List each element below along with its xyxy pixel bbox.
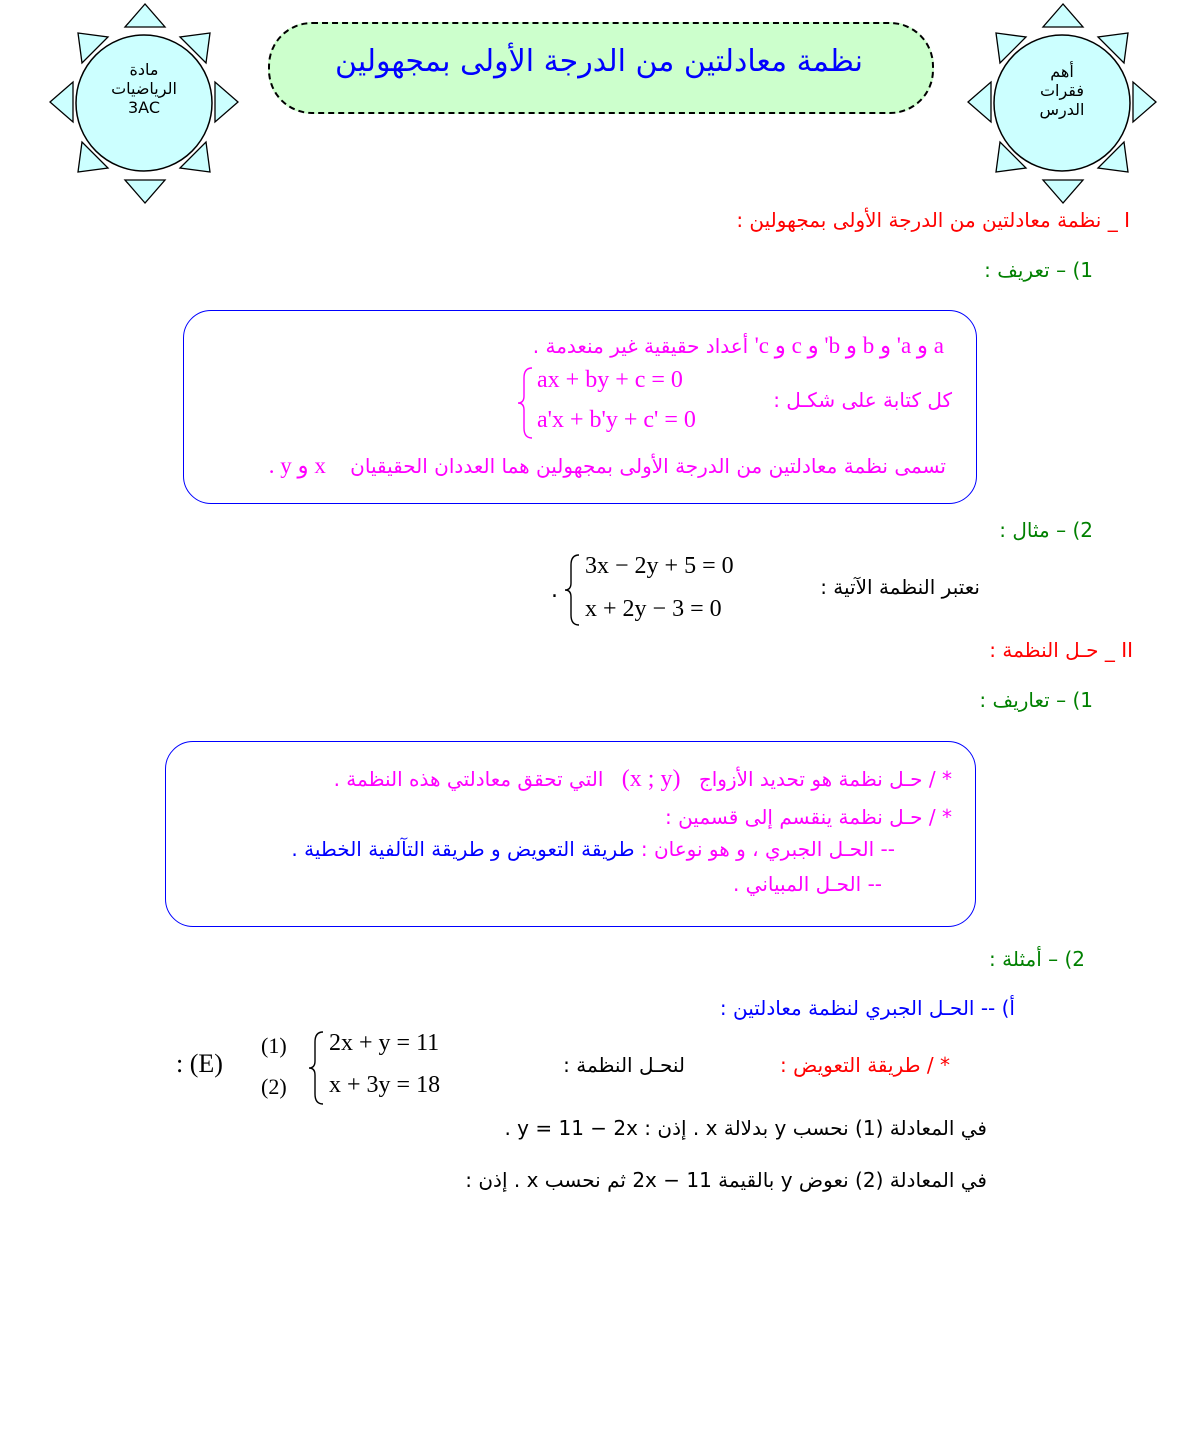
substitution-label: * / طريقة التعويض : <box>780 1053 950 1077</box>
example-end: . <box>551 578 558 603</box>
def-line3-text: تسمى نظمة معادلتين من الدرجة الأولى بمجهولين هما العددان الحقيقيان <box>350 454 946 478</box>
def-system-brace <box>516 366 536 440</box>
sol-line1-b: التي تحقق معادلتي هذه النظمة . <box>333 767 604 791</box>
sol-line2: * / حـل نظمة ينقسم إلى قسمين : <box>664 805 952 829</box>
def-eq1: ax + by + c = 0 <box>537 367 683 393</box>
sol-line4: -- الحـل المبياني . <box>732 872 882 896</box>
right-badge-text <box>1002 62 1122 119</box>
def-eq2: a'x + b'y + c' = 0 <box>537 407 696 433</box>
example-label: نعتبر النظمة الآتية : <box>820 575 980 599</box>
right-badge-line2: فقرات <box>1039 81 1085 100</box>
section1-heading: I _ نظمة معادلتين من الدرجة الأولى بمجهولين : <box>736 208 1130 232</box>
solve-label: لنحـل النظمة : <box>563 1053 685 1077</box>
def-line2-label: كل كتابة على شكـل : <box>773 388 952 412</box>
substitution-step1: في المعادلة (1) نحسب y بدلالة x . إذن : y = 11 − 2x . <box>504 1116 987 1140</box>
substitution-eq2: x + 3y = 18 <box>329 1072 441 1098</box>
def-line1 <box>533 333 944 359</box>
sol-line1-a: * / حـل نظمة هو تحديد الأزواج <box>698 767 952 791</box>
example-brace <box>563 553 583 627</box>
eq-num-1: (1) <box>261 1033 287 1058</box>
left-badge-text <box>84 60 204 117</box>
example-eq2: x + 2y − 3 = 0 <box>585 596 722 622</box>
section1-sub1: 1) – تعريف : <box>984 258 1093 282</box>
section1-sub2: 2) – مثال : <box>999 518 1093 542</box>
def-line1-text: أعداد حقيقية غير منعدمة . <box>532 334 749 358</box>
right-badge-line1: أهم <box>1050 62 1074 81</box>
substitution-eq1: 2x + y = 11 <box>329 1030 440 1056</box>
left-badge-line2: الرياضيات <box>111 79 177 98</box>
sol-line3-a: -- الحـل الجبري ، و هو نوعان : <box>640 837 895 861</box>
sol-line1-pair: (x ; y) <box>621 766 681 792</box>
sol-line3-b: طريقة التعويض و طريقة التآلفية الخطية . <box>291 837 635 861</box>
left-badge-line3: 3AC <box>127 98 160 117</box>
eq-num-2: (2) <box>261 1074 287 1099</box>
substitution-step2: في المعادلة (2) نعوض y بالقيمة 11 − 2x ثم نحسب x . إذن : <box>465 1168 987 1192</box>
def-line3 <box>269 453 946 479</box>
section2-sub2: 2) – أمثلة : <box>989 947 1085 971</box>
def-line3-vars: x و y . <box>268 453 326 478</box>
section2-heading: II _ حـل النظمة : <box>989 638 1133 662</box>
substitution-brace <box>307 1030 327 1106</box>
sol-line1 <box>334 766 952 793</box>
example-eq1: 3x − 2y + 5 = 0 <box>585 553 734 579</box>
left-badge-line1: مادة <box>129 60 159 79</box>
system-name: : (E) <box>176 1049 223 1078</box>
section2-sub1: 1) – تعاريف : <box>979 688 1093 712</box>
right-badge-line3: الدرس <box>1039 100 1085 119</box>
def-line1-vars: a و a' و b و b' و c و c' <box>754 333 944 358</box>
sol-line3 <box>291 837 895 861</box>
page-title: نظمة معادلتين من الدرجة الأولى بمجهولين <box>335 44 863 79</box>
part-a-heading: أ) -- الحـل الجبري لنظمة معادلتين : <box>719 996 1015 1020</box>
